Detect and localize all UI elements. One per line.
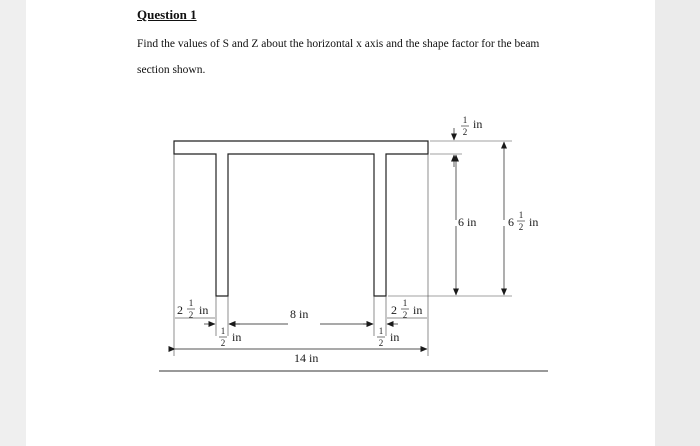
left-margin: [0, 0, 26, 446]
dim-clear-span: [229, 307, 373, 324]
total-height-frac-den: 2: [518, 222, 524, 232]
dim-total-height: [504, 142, 538, 295]
question-text-line1: Find the values of S and Z about the horizontal x axis and the shape factor for the beam: [137, 38, 540, 50]
right-margin: [655, 0, 700, 446]
dim-right-overhang: [387, 298, 427, 320]
total-height-whole: 6: [508, 215, 514, 229]
left-overhang-frac-den: 2: [188, 310, 194, 320]
left-web-unit: in: [232, 330, 242, 344]
clear-span-label: 8 in: [290, 307, 309, 321]
right-web-unit: in: [390, 330, 400, 344]
left-web-frac-den: 2: [220, 338, 226, 348]
dim-overall-width: [175, 349, 427, 365]
dim-right-web-thickness: [363, 324, 399, 348]
flange-thickness-frac-den: 2: [462, 127, 468, 137]
dim-left-web-thickness: [204, 324, 241, 348]
dim-web-height: [456, 155, 476, 295]
overall-width-label: 14 in: [294, 351, 319, 365]
total-height-frac-num: 1: [518, 210, 524, 220]
right-web-frac-den: 2: [378, 338, 384, 348]
right-overhang-whole: 2: [391, 303, 397, 317]
flange-thickness-unit: in: [473, 117, 483, 131]
left-overhang-frac-num: 1: [188, 298, 194, 308]
right-web-frac-num: 1: [378, 326, 384, 336]
right-overhang-unit: in: [413, 303, 423, 317]
question-text-line2: section shown.: [137, 64, 206, 76]
right-overhang-frac-num: 1: [402, 298, 408, 308]
total-height-unit: in: [529, 215, 539, 229]
web-height-label: 6 in: [458, 215, 477, 229]
left-web-frac-num: 1: [220, 326, 226, 336]
left-overhang-unit: in: [199, 303, 209, 317]
dim-left-overhang: [175, 298, 215, 320]
document-page: [26, 0, 655, 446]
right-overhang-frac-den: 2: [402, 310, 408, 320]
question-title: Question 1: [137, 7, 197, 22]
beam-outline: [174, 141, 428, 296]
left-overhang-whole: 2: [177, 303, 183, 317]
flange-thickness-frac-num: 1: [462, 115, 468, 125]
beam-section-figure: [26, 0, 655, 446]
